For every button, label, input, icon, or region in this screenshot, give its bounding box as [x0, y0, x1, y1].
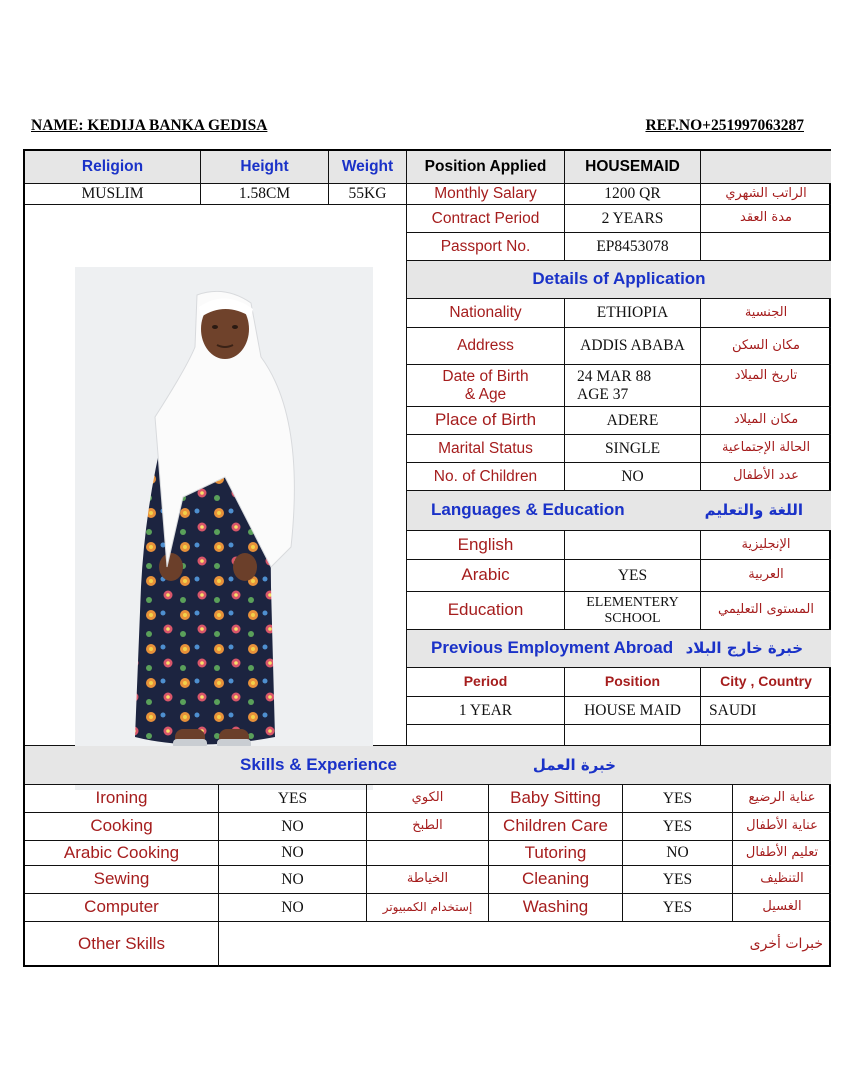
skill-tutoring-value: NO	[623, 841, 733, 866]
passport-label: Passport No.	[407, 233, 565, 261]
education-label: Education	[407, 592, 565, 630]
children-label: No. of Children	[407, 463, 565, 491]
skill-tutoring-arabic: تعليم الأطفال	[733, 841, 831, 866]
employment-title	[407, 630, 831, 668]
marital-label: Marital Status	[407, 435, 565, 463]
languages-title-en: Languages & Education	[431, 500, 625, 520]
education-arabic: المستوى التعليمي	[701, 592, 831, 630]
dob-age: AGE 37	[577, 385, 629, 403]
children-arabic: عدد الأطفال	[701, 463, 831, 491]
skill-computer-label: Computer	[25, 894, 219, 922]
skills-title	[25, 746, 831, 785]
employment-blank-period	[407, 725, 565, 746]
dob-value	[565, 365, 701, 407]
skills-title-en: Skills & Experience	[240, 754, 397, 774]
english-label: English	[407, 531, 565, 560]
employment-country: SAUDI	[701, 697, 831, 725]
skill-cooking-value: NO	[219, 813, 367, 841]
skill-cleaning-label: Cleaning	[489, 866, 623, 894]
address-value: ADDIS ABABA	[565, 328, 701, 365]
dob-date: 24 MAR 88	[577, 368, 652, 386]
skill-computer-arabic: إستخدام الكمبيوتر	[367, 894, 489, 922]
skill-sewing-value: NO	[219, 866, 367, 894]
skills-title-ar: خبرة العمل	[532, 755, 616, 774]
address-label: Address	[407, 328, 565, 365]
employment-period: 1 YEAR	[407, 697, 565, 725]
other-skills-label: Other Skills	[25, 922, 219, 967]
pob-value: ADERE	[565, 407, 701, 435]
religion-value: MUSLIM	[25, 184, 201, 205]
skill-washing-value: YES	[623, 894, 733, 922]
employment-position: HOUSE MAID	[565, 697, 701, 725]
nationality-value: ETHIOPIA	[565, 299, 701, 328]
dob-label	[407, 365, 565, 407]
skill-tutoring-label: Tutoring	[489, 841, 623, 866]
arabic-value: YES	[565, 560, 701, 592]
passport-value: EP8453078	[565, 233, 701, 261]
english-value	[565, 531, 701, 560]
arabic-arabic: العربية	[701, 560, 831, 592]
address-arabic: مكان السكن	[701, 328, 831, 365]
skill-ironing-label: Ironing	[25, 785, 219, 813]
contract-value: 2 YEARS	[565, 205, 701, 233]
education-value	[565, 592, 701, 630]
candidate-name: NAME: KEDIJA BANKA GEDISA	[31, 117, 268, 134]
contract-arabic: مدة العقد	[701, 205, 831, 233]
employment-title-ar: خبرة خارج البلاد	[685, 639, 803, 658]
salary-value: 1200 QR	[565, 184, 701, 205]
height-label: Height	[201, 151, 329, 184]
photo-cell	[25, 205, 407, 746]
skill-childrencare-value: YES	[623, 813, 733, 841]
arabic-label: Arabic	[407, 560, 565, 592]
skill-ironing-value: YES	[219, 785, 367, 813]
skill-sewing-arabic: الخياطة	[367, 866, 489, 894]
other-skills-value	[219, 922, 831, 967]
skill-washing-label: Washing	[489, 894, 623, 922]
skill-arabiccooking-arabic	[367, 841, 489, 866]
candidate-photo	[75, 267, 373, 790]
skill-cleaning-arabic: التنظيف	[733, 866, 831, 894]
skill-washing-arabic: الغسيل	[733, 894, 831, 922]
reference-number: REF.NO+251997063287	[645, 117, 804, 134]
pob-arabic: مكان الميلاد	[701, 407, 831, 435]
education-value-line1: ELEMENTERY	[586, 595, 679, 611]
skill-computer-value: NO	[219, 894, 367, 922]
religion-label: Religion	[25, 151, 201, 184]
nationality-arabic: الجنسية	[701, 299, 831, 328]
salary-label: Monthly Salary	[407, 184, 565, 205]
skill-childrencare-arabic: عناية الأطفال	[733, 813, 831, 841]
languages-title	[407, 491, 831, 531]
employment-title-en: Previous Employment Abroad	[431, 638, 674, 658]
application-form	[23, 149, 831, 967]
skill-cooking-arabic: الطبخ	[367, 813, 489, 841]
passport-blank	[701, 233, 831, 261]
employment-blank-position	[565, 725, 701, 746]
employment-blank-country	[701, 725, 831, 746]
skill-babysitting-label: Baby Sitting	[489, 785, 623, 813]
position-blank	[701, 151, 831, 184]
skill-babysitting-arabic: عناية الرضيع	[733, 785, 831, 813]
position-applied-value: HOUSEMAID	[565, 151, 701, 184]
weight-label: Weight	[329, 151, 407, 184]
skill-ironing-arabic: الكوي	[367, 785, 489, 813]
dob-label-line1: Date of Birth	[442, 368, 529, 386]
dob-label-line2: & Age	[464, 385, 507, 403]
skill-arabiccooking-label: Arabic Cooking	[25, 841, 219, 866]
education-value-line2: SCHOOL	[604, 610, 661, 626]
skill-cooking-label: Cooking	[25, 813, 219, 841]
employment-col-position: Position	[565, 668, 701, 697]
dob-arabic: تاريخ الميلاد	[701, 365, 831, 407]
skill-cleaning-value: YES	[623, 866, 733, 894]
details-title: Details of Application	[407, 261, 831, 299]
position-applied-label: Position Applied	[407, 151, 565, 184]
children-value: NO	[565, 463, 701, 491]
skill-sewing-label: Sewing	[25, 866, 219, 894]
skill-arabiccooking-value: NO	[219, 841, 367, 866]
contract-label: Contract Period	[407, 205, 565, 233]
other-skills-arabic: خبرات أخرى	[749, 935, 823, 952]
nationality-label: Nationality	[407, 299, 565, 328]
employment-col-city: City , Country	[701, 668, 831, 697]
languages-title-ar: اللغة والتعليم	[704, 501, 803, 520]
english-arabic: الإنجليزية	[701, 531, 831, 560]
marital-arabic: الحالة الإجتماعية	[701, 435, 831, 463]
pob-label: Place of Birth	[407, 407, 565, 435]
skill-childrencare-label: Children Care	[489, 813, 623, 841]
height-value: 1.58CM	[201, 184, 329, 205]
salary-arabic: الراتب الشهري	[701, 184, 831, 205]
marital-value: SINGLE	[565, 435, 701, 463]
skill-babysitting-value: YES	[623, 785, 733, 813]
employment-col-period: Period	[407, 668, 565, 697]
weight-value: 55KG	[329, 184, 407, 205]
